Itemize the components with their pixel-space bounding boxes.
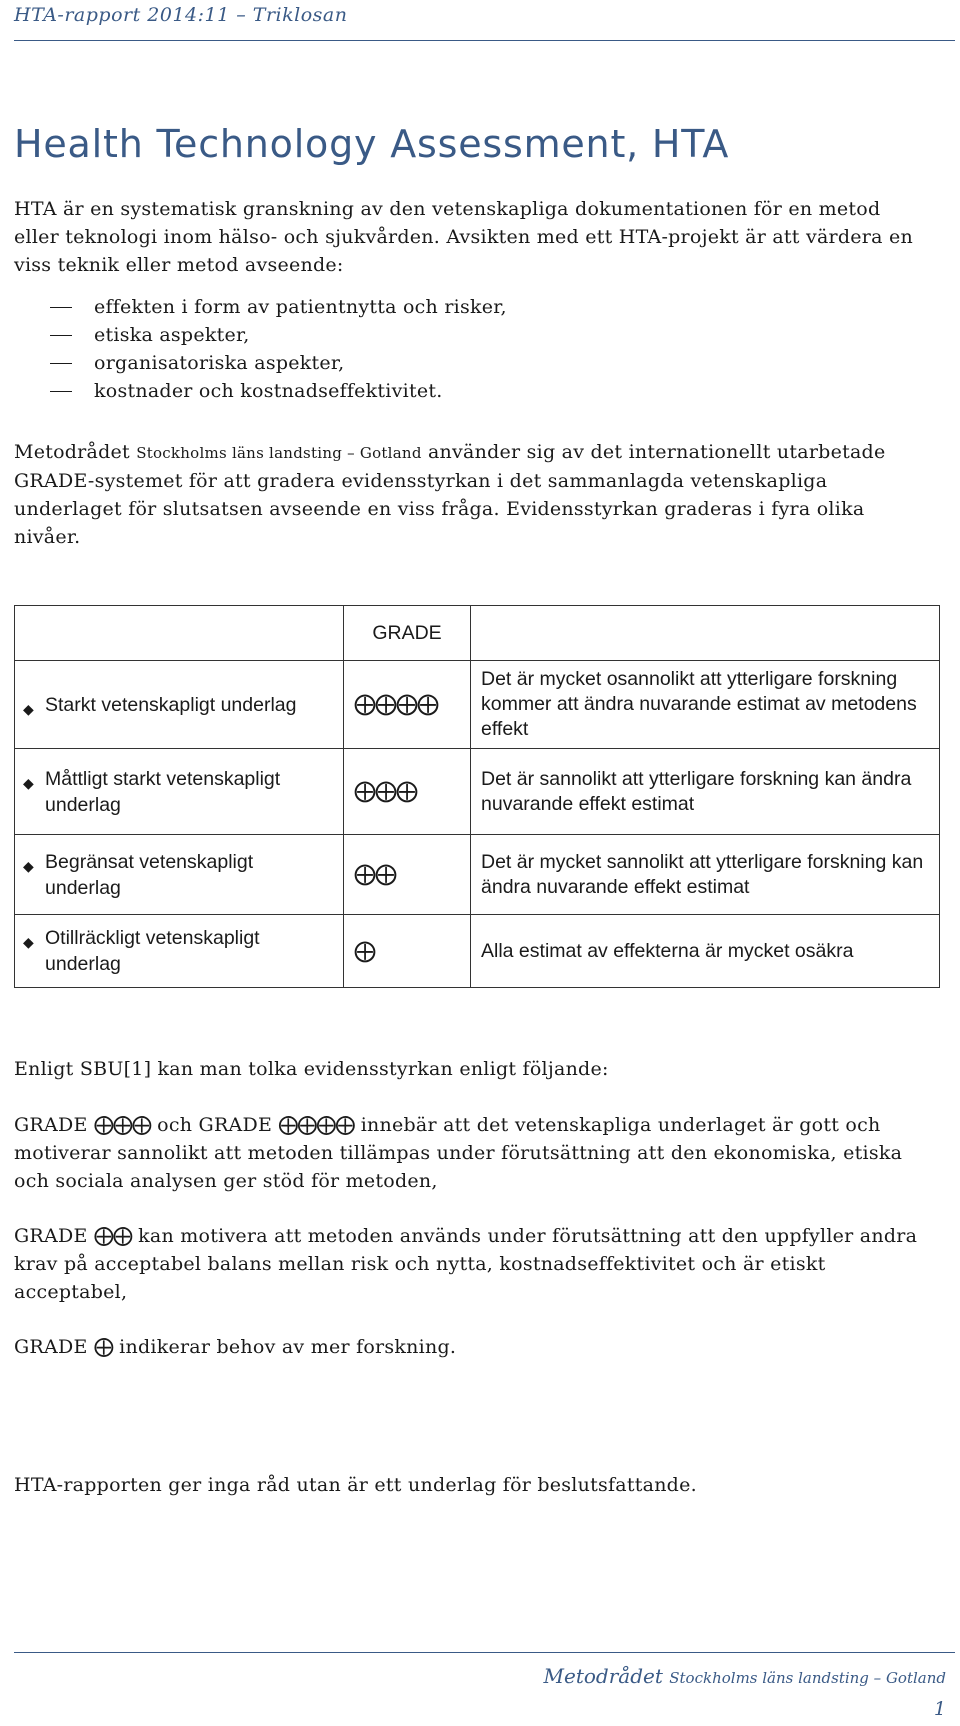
sbu-paragraph-2 <box>14 1221 924 1306</box>
evidence-level: Otillräckligt vetenskapligt underlag <box>45 927 260 975</box>
grade-label: GRADE <box>14 1225 88 1247</box>
page-title: Health Technology Assessment, HTA <box>14 122 730 166</box>
diamond-icon: ◆ <box>23 857 34 874</box>
grade-symbol: ⨁ <box>354 938 375 964</box>
grade-symbol: ⨁⨁⨁⨁ <box>278 1112 355 1136</box>
intro-paragraph: HTA är en systematisk granskning av den vetenskapliga dokumentationen för en metod eller teknologi inom hälso- och sjukvården. Avsikten med ett HTA-projekt är att värdera en viss teknik eller metod avseende: <box>14 198 913 276</box>
list-item <box>14 293 507 321</box>
diamond-icon: ◆ <box>23 700 34 717</box>
footer-org-name: Metodrådet <box>543 1664 663 1688</box>
footer-org-region: Stockholms läns landsting – Gotland <box>669 1669 946 1687</box>
method-text: använder sig av det internationellt utarbetade GRADE-systemet för att gradera evidensstyrkan i det sammanlagda vetenskapliga underlaget för slutsatsen avseende en viss fråga. Evidensstyrkan graderas i fyra olika nivåer. <box>14 441 886 548</box>
sbu-intro: Enligt SBU[1] kan man tolka evidensstyrkan enligt följande: <box>14 1058 609 1080</box>
grade-header: GRADE <box>344 606 471 661</box>
list-item <box>14 321 507 349</box>
table-row <box>15 749 940 835</box>
grade-label: GRADE <box>14 1336 88 1358</box>
footer-rule <box>14 1652 955 1653</box>
evidence-level: Begränsat vetenskapligt underlag <box>45 850 254 899</box>
evidence-level: Starkt vetenskapligt underlag <box>45 693 297 716</box>
paragraph-text: innebär att det vetenskapliga underlaget är gott och motiverar sannolikt att metoden tillämpas under förutsättning att den ekonomiska, etiska och sociala analysen ger stöd för metoden, <box>14 1114 903 1192</box>
list-item-text: effekten i form av patientnytta och risker, <box>94 296 507 318</box>
paragraph-text: indikerar behov av mer forskning. <box>119 1336 457 1358</box>
org-name: Metodrådet <box>14 441 130 463</box>
evidence-description: Det är sannolikt att ytterligare forskning kan ändra nuvarande effekt estimat <box>481 767 912 815</box>
evidence-level: Måttligt starkt vetenskapligt underlag <box>45 767 281 816</box>
paragraph-text: kan motivera att metoden används under förutsättning att den uppfyller andra krav på acceptabel balans mellan risk och nytta, kostnadseffektivitet och är etiskt acceptabel, <box>14 1225 918 1303</box>
table-header-row <box>15 606 940 661</box>
evidence-description: Det är mycket sannolikt att ytterligare forskning kan ändra nuvarande effekt estimat <box>481 850 924 898</box>
grade-symbol: ⨁⨁⨁ <box>93 1112 151 1136</box>
list-item <box>14 349 507 377</box>
dash-icon <box>50 335 72 336</box>
dash-icon <box>50 307 72 308</box>
table-row <box>15 661 940 749</box>
grade-symbol: ⨁ <box>93 1334 113 1358</box>
evidence-description: Det är mycket osannolikt att ytterligare forskning kommer att ändra nuvarande estimat av metodens effekt <box>481 668 917 740</box>
footer-org <box>544 1664 946 1688</box>
grade-symbol: ⨁⨁ <box>354 862 396 887</box>
table-row <box>15 915 940 988</box>
evidence-description: Alla estimat av effekterna är mycket osäkra <box>481 939 854 962</box>
grade-table <box>14 605 940 988</box>
page-number: 1 <box>933 1698 946 1720</box>
diamond-icon: ◆ <box>23 934 34 950</box>
dash-icon <box>50 363 72 364</box>
grade-symbol: ⨁⨁ <box>93 1223 132 1247</box>
list-item-text: kostnader och kostnadseffektivitet. <box>94 380 443 402</box>
conjunction: och <box>157 1114 193 1136</box>
grade-label: GRADE <box>198 1114 273 1136</box>
sbu-paragraph-1 <box>14 1110 924 1195</box>
list-item-text: organisatoriska aspekter, <box>94 352 345 374</box>
grade-symbol: ⨁⨁⨁⨁ <box>354 692 438 717</box>
grade-label: GRADE <box>14 1114 88 1136</box>
grade-symbol: ⨁⨁⨁ <box>354 779 417 804</box>
list-item-text: etiska aspekter, <box>94 324 250 346</box>
running-header: HTA-rapport 2014:11 – Triklosan <box>14 4 348 26</box>
header-rule <box>14 40 955 41</box>
table-row <box>15 835 940 915</box>
method-paragraph <box>14 438 924 551</box>
closing-paragraph: HTA-rapporten ger inga råd utan är ett underlag för beslutsfattande. <box>14 1474 697 1496</box>
diamond-icon: ◆ <box>23 774 34 791</box>
aspect-list <box>14 293 507 405</box>
dash-icon <box>50 391 72 392</box>
sbu-paragraph-3 <box>14 1332 924 1361</box>
list-item <box>14 377 507 405</box>
org-region: Stockholms läns landsting – Gotland <box>136 444 422 462</box>
